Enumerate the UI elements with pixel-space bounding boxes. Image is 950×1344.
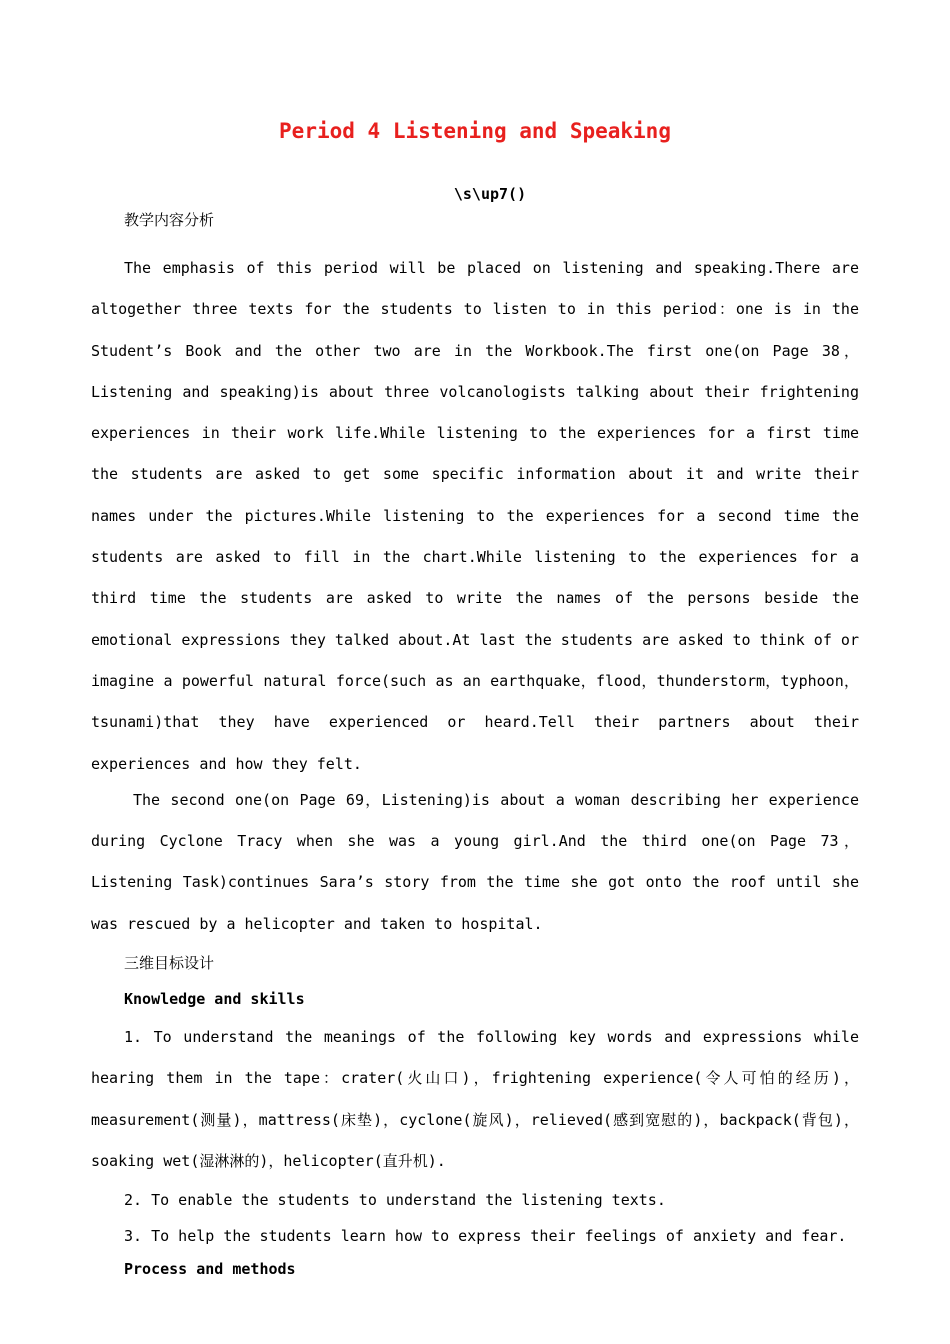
objective-item-2: 2. To enable the students to understand the listening texts. xyxy=(124,1191,666,1210)
page-title: Period 4 Listening and Speaking xyxy=(279,119,671,143)
section-heading-objectives: 三维目标设计 xyxy=(124,954,215,973)
objective-item-3: 3. To help the students learn how to express their feelings of anxiety and fear. xyxy=(124,1227,847,1246)
subheading-process-methods: Process and methods xyxy=(124,1260,296,1279)
field-code-marker: \s\up7() xyxy=(453,185,527,203)
paragraph-workbook-texts: The second one(on Page 69，Listening)is about a woman describing her experience during Cyclone Tracy when she was a young girl.And the third one(on Page 73，Listening Task)continues Sara’s story from the time she got onto the roof until she was rescued by a helicopter and taken to hospital. xyxy=(91,790,859,933)
objective-item-1: 1. To understand the meanings of the following key words and expressions while hearing them in the tape：crater(火山口)，frightening experience(令人可怕的经历)，measurement(测量)，mattress(床垫)，cyclone(旋风)，relieved(感到宽慰的)，backpack(背包)，soaking wet(湿淋淋的)，helicopter(直升机). xyxy=(91,1028,859,1170)
paragraph-overview: The emphasis of this period will be placed on listening and speaking.There are altogether three texts for the students to listen to in this period：one is in the Student’s Book and the other two are in the Workbook.The first one(on Page 38，Listening and speaking)is about three volcanologists talking about their frightening experiences in their work life.While listening to the experiences for a first time the students are asked to get some specific information about it and write their names under the pictures.While listening to the experiences for a second time the students are asked to fill in the chart.While listening to the experiences for a third time the students are asked to write the names of the persons beside the emotional expressions they talked about.At last the students are asked to think of or imagine a powerful natural force(such as an earthquake，flood，thunderstorm，typhoon，tsunami)that they have experienced or heard.Tell their partners about their experiences and how they felt. xyxy=(91,259,859,773)
document-body xyxy=(91,207,859,1282)
section-heading-content-analysis: 教学内容分析 xyxy=(124,211,215,229)
subheading-knowledge-skills: Knowledge and skills xyxy=(124,990,305,1009)
